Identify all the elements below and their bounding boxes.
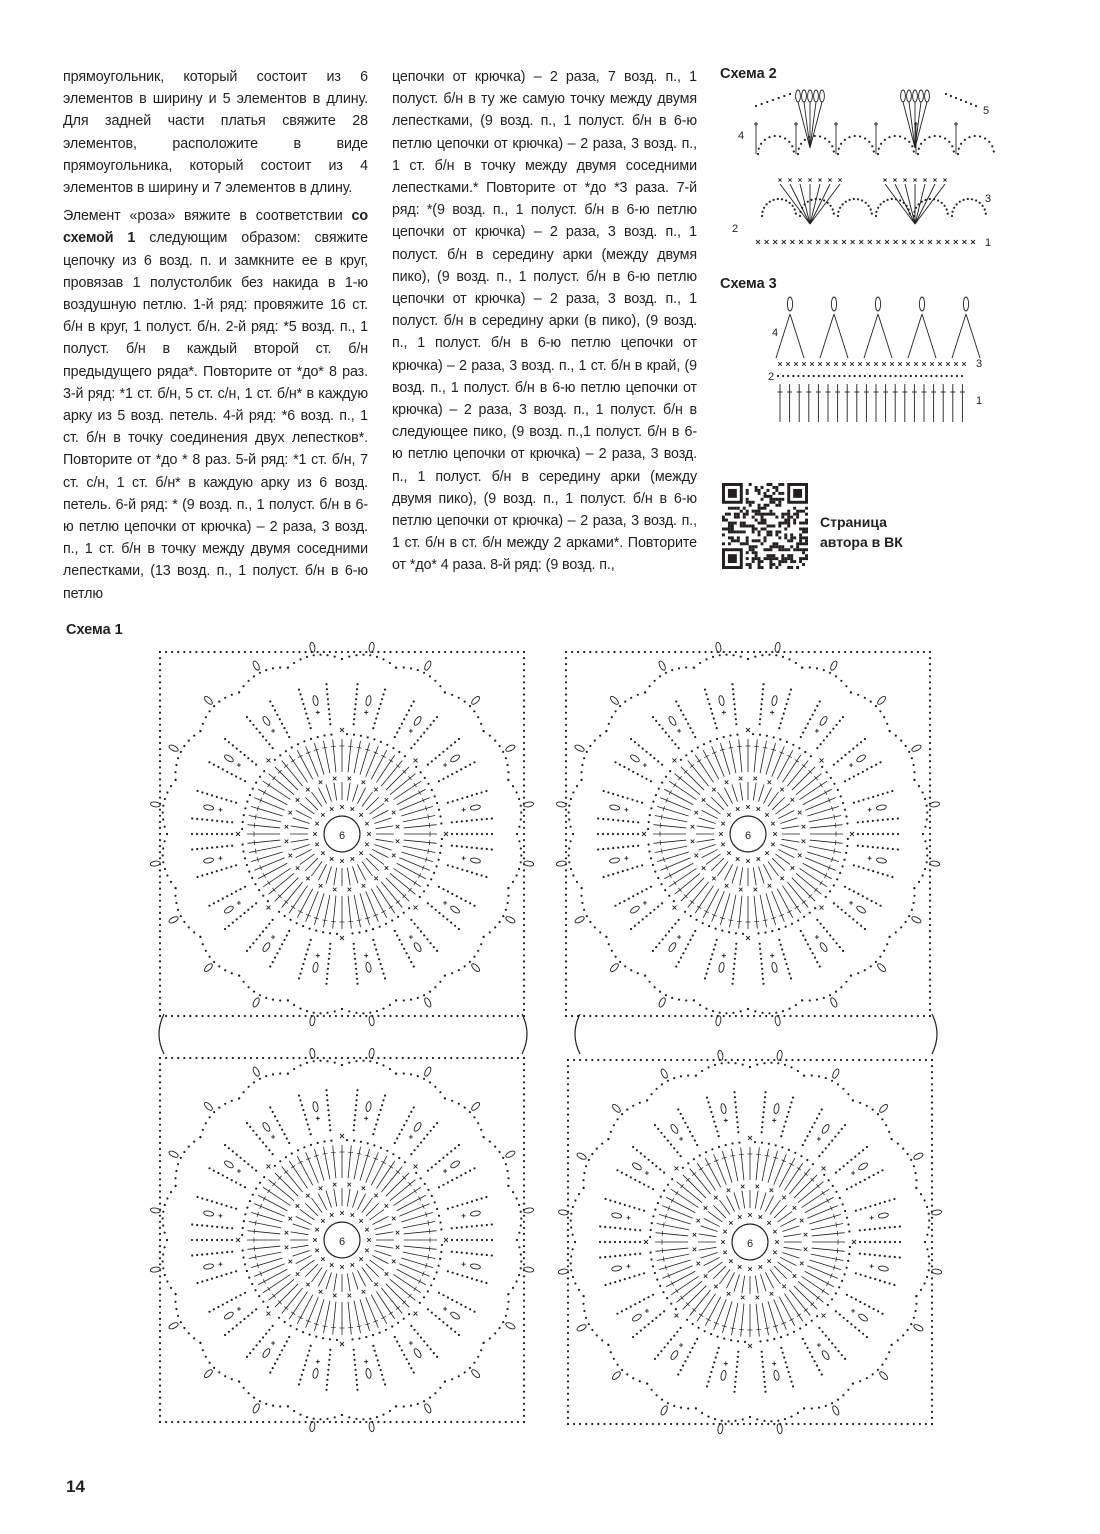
paragraph-2-rest: следующим образом: свяжите цепочку из 6 возд. п. и замкните ее в круг, провязав 1 полустолбик без накида в 1-ю воздушную петлю. 1-й ряд: провяжите 16 ст. б/н в круг, 1 полуст. б/н. 2-й ряд: *5 возд. п., 1 полуст. б/н в каждый второй ст. б/н предыдущего ряда*. Повторите от *до* 8 раз. 3-й ряд: *1 ст. б/н, 5 ст. с/н, 1 ст. б/н* в каждую арку из 5 возд. петель. 4-й ряд: *6 возд. п., 1 ст. б/н в точку соединения двух лепестков*. Повторите от *до * 8 раз. 5-й ряд: *1 ст. б/н, 7 ст. с/н, 1 ст. б/н* в каждую арку из 6 возд. петель. 6-й ряд: * (9 возд. п., 1 полуст. б/н в 6-ю петлю цепочки от крючка) – 2 раза, 3 возд. п., 1 ст. б/н в точку между двумя соседними лепестками, (13 возд. п., 1 полуст. б/н в 6-ю петлю	[63, 230, 368, 602]
connector-arc	[932, 1014, 937, 1054]
schema-1-title: Схема 1	[66, 622, 123, 638]
schema-3-row-label: 4	[772, 327, 779, 339]
schema-2-row-label: 3	[985, 193, 992, 205]
connector-arc	[575, 1014, 580, 1054]
page-number: 14	[66, 1477, 85, 1496]
schema-2-row-label: 2	[732, 223, 739, 235]
schema-2-title: Схема 2	[720, 66, 777, 82]
motif-center	[324, 1222, 360, 1258]
schema-2-diagram	[730, 84, 990, 254]
schema-3-diagram	[762, 292, 992, 432]
schema-2-row-label: 4	[738, 130, 745, 142]
qr-caption-line-1: Страница	[820, 514, 887, 530]
paragraph-2	[63, 205, 368, 605]
qr-caption	[820, 512, 910, 552]
motif-center	[324, 816, 360, 852]
schema-3-row-label: 3	[976, 358, 983, 370]
motif-center	[732, 1224, 768, 1260]
schema-1-diagram	[150, 632, 950, 1452]
motif-center-label: 6	[746, 1238, 754, 1250]
motif-center	[730, 816, 766, 852]
text-column-2	[392, 66, 697, 577]
connector-arc	[522, 1014, 527, 1054]
paragraph-1: прямоугольник, который состоит из 6 элементов в ширину и 5 элементов в длину. Для задней части платья свяжите 28 элементов, расположите в виде прямоугольника, который состоит из 4 элементов в ширину и 7 элементов в длину.	[63, 69, 368, 197]
schema-3-title: Схема 3	[720, 276, 777, 292]
schema-1-reference: со схемой 1	[63, 208, 368, 247]
text-column-1	[63, 66, 368, 605]
motif-center-label: 6	[744, 830, 752, 842]
motif-center-label: 6	[338, 1236, 346, 1248]
motif-center-label: 6	[338, 830, 346, 842]
qr-code[interactable]	[722, 483, 808, 569]
schema-3-row-label: 1	[976, 395, 983, 407]
qr-caption-line-2: автора в ВК	[820, 534, 903, 550]
schema-2-row-label: 5	[983, 105, 990, 117]
paragraph-3: цепочки от крючка) – 2 раза, 7 возд. п., 1 полуст. б/н в ту же самую точку между двумя лепестками, (9 возд. п., 1 полуст. б/н в 6-ю петлю цепочки от крючка) – 2 раза, 3 возд. п., 1 ст. б/н в точку между двумя соседними лепестками.* Повторите от *до *3 раза. 7-й ряд: *(9 возд. п., 1 полуст. б/н в 6-ю петлю цепочки от крючка) – 2 раза, 3 возд. п., 1 полуст. б/н в середину арки (между двумя пико), (9 возд. п., 1 полуст. б/н в 6-ю петлю цепочки от крючка) – 2 раза, 3 возд. п., 1 полуст. б/н в середину арки (в пико), (9 возд. п., 1 полуст. б/н в 6-ю петлю цепочки от крючка) – 2 раза, 3 возд. п., 1 ст. б/н в край, (9 возд. п., 1 полуст. б/н в 6-ю петлю цепочки от крючка) – 2 раза, 3 возд. п., 1 полуст. б/н в следующее пико, (9 возд. п.,1 полуст. б/н в 6-ю петлю цепочки от крючка) – 2 раза, 3 возд. п., 1 полуст. б/н в середину арки (между двумя пико), (9 возд. п., 1 полуст. б/н в 6-ю петлю цепочки от крючка) – 2 раза, 3 возд. п., 1 ст. б/н в ст. б/н между 2 арками*. Повторите от *до* 4 раза. 8-й ряд: (9 возд. п.,	[392, 69, 697, 574]
connector-arc	[159, 1014, 164, 1054]
schema-3-row-label: 2	[768, 371, 775, 383]
paragraph-2-start: Элемент «роза» вяжите в соответствии	[63, 208, 352, 225]
schema-2-row-label: 1	[985, 237, 992, 249]
